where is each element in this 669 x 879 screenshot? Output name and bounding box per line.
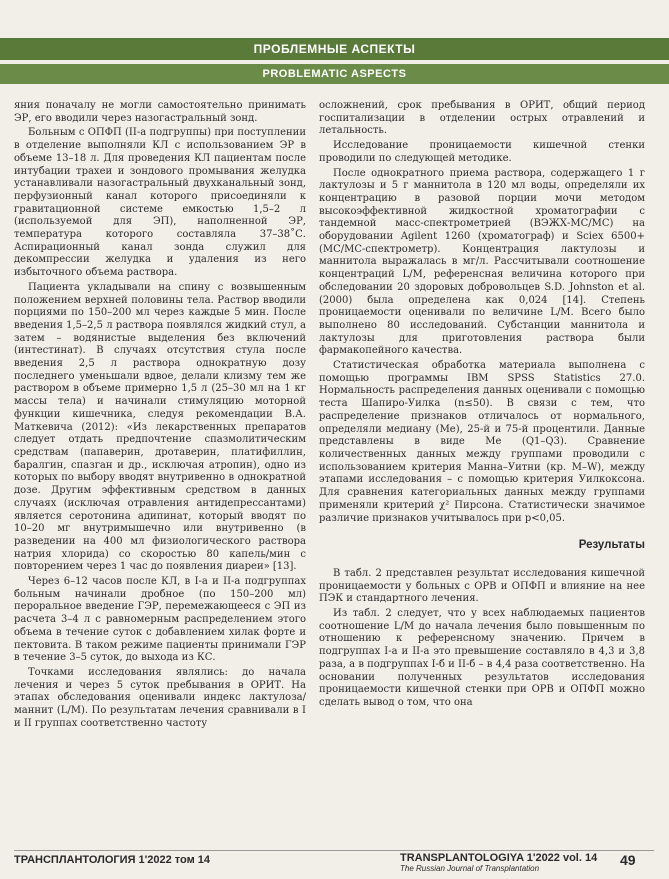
right-column [319,100,645,845]
results-heading: Результаты [578,539,645,552]
section-banner-en: PROBLEMATIC ASPECTS [0,64,669,84]
left-column [14,100,306,845]
paragraph: Исследование проницаемости кишечной стенки проводили по следующей методике. [319,140,645,164]
page-number: 49 [620,852,636,868]
footer-journal-en [400,852,600,873]
paragraph: Больным с ОПФП (II-а подгруппы) при поступлении в отделение выполняли КЛ с использованием ЭР в объеме 13–18 л. Для проведения КЛ пациентам после интубации трахеи и зондового промывания желудка устанавливали назогастральный двухканальный зонд, перфузионный канал которого присоединяли к гравитационной системе емкостью 1,5–2 л (используемой для ЭП), наполненной ЭР, температура которого составляла 37–38˚С. Аспирационный канал зонда служил для декомпрессии желудка и удаления из него избыточного объема раствора. [14,127,306,279]
paragraph: яния поначалу не могли самостоятельно принимать ЭР, его вводили через назогастральный зонд. [14,100,306,124]
paragraph: Статистическая обработка материала выполнена с помощью программы IBM SPSS Statistics 27.0. Нормальность распределения данных оценивали с помощью теста Шапиро-Уилка (n≤50). В связи с тем, что распределение признаков отличалось от нормального, определяли медиану (Ме), 25-й и 75-й процентили. Данные представлены в виде Ме (Q1–Q3). Сравнение количественных данных между группами проводили с использованием критерия Манна–Уитни (кр. М–W), между этапами исследования – с помощью критерия Уилкоксона. Для сравнения категориальных данных между группами применяли критерий χ² Пирсона. Статистически значимое различие признаков учитывалось при p<0,05. [319,360,645,524]
footer-journal-subtitle: The Russian Journal of Transplantation [400,864,540,873]
footer-divider [14,850,654,851]
paragraph: осложнений, срок пребывания в ОРИТ, общий период госпитализации в отделении острых отравлений и летальность. [319,100,645,137]
footer-journal-ru: ТРАНСПЛАНТОЛОГИЯ 1'2022 том 14 [14,854,211,866]
paragraph: Через 6–12 часов после КЛ, в I-а и II-а подгруппах больным начинали дробное (по 150–200 мл) пероральное введение ГЭР, перемежающееся с ЭП из расчета 3–4 л с равномерным распределением этого объема в течение суток с добавлением хилак форте и пектовита. В таком режиме пациенты принимали ГЭР в течение 3–5 суток, до выхода из КС. [14,576,306,664]
paragraph: В табл. 2 представлен результат исследования кишечной проницаемости у больных с ОРВ и ОПФП и влияние на нее ПЭК и стандартного лечения. [319,567,645,605]
footer-journal-title: TRANSPLANTOLOGIYA 1'2022 vol. 14 [400,852,598,864]
paragraph: Точками исследования являлись: до начала лечения и через 5 суток пребывания в ОРИТ. На этапах обследования оценивали индекс лактулоза/маннит (L/M). По результатам лечения сравнивали в I и II группах соответственно частоту [14,666,306,729]
paragraph: После однократного приема раствора, содержащего 1 г лактулозы и 5 г маннитола в 120 мл воды, определяли их концентрацию в разовой порции мочи методом высокоэффективной жидкостной хроматографии с тандемной масс-спектрометрией (ВЭЖХ-МС/МС) на оборудовании Agilent 1260 (хроматограф) и Sciex 6500+ (МС/МС-спектрометр). Концентрация лактулозы и маннитола выражалась в мг/л. Рассчитывали соотношение концентраций L/M, референсная величина которого при обследовании 20 здоровых добровольцев S.D. Johnston et al. (2000) была определена как 0,024 [14]. Степень проницаемости оценивали по величине L/M. Всего было выполнено 80 исследований. Субстанции маннитола и лактулозы для приготовления раствора были фармакопейного качества. [319,167,645,357]
paragraph: Из табл. 2 следует, что у всех наблюдаемых пациентов соотношение L/M до начала лечения было повышенным по отношению к референсному значению. Причем в подгруппах I-а и II-а это превышение составляло в 4,3 и 3,8 раза, а в подгруппах I-б и II-б – в 4,4 раза соответственно. На основании полученных результатов исследования проницаемости кишечной стенки при ОРВ и ОПФП можно сделать вывод о том, что она [319,608,645,708]
section-banner-ru: ПРОБЛЕМНЫЕ АСПЕКТЫ [0,38,669,60]
paragraph: Пациента укладывали на спину с возвышенным положением верхней половины тела. Раствор вводили порциями по 150–200 мл через каждые 5 мин. После введения 1,5–2,5 л раствора появлялся жидкий стул, а затем – водянистые выделения без включений (интестинат). В случаях отсутствия стула после введения 2,5 л раствора однократную дозу последнего уменьшали вдвое, делали клизму тем же раствором в объеме примерно 1,5 л (25–30 мл на 1 кг массы тела) и начинали стимуляцию моторной функции кишечника, следуя рекомендации В.А. Маткевича (2012): «Из лекарственных препаратов следует отдать предпочтение спазмолитическим средствам (папаверин, дротаверин, платифиллин, баралгин, спазган и др., исключая атропин), одно из которых по выбору вводят внутривенно в однократной дозе. Другим эффективным средством в данных случаях (исключая отравления антидепрессантами) является серотонина адипинат, который вводят по 10–20 мг внутримышечно или внутривенно (в разведении на 400 мл физиологического раствора натрия хлорида) со скоростью 80 капель/мин с повторением через 1 час до появления диареи» [13]. [14,281,306,573]
